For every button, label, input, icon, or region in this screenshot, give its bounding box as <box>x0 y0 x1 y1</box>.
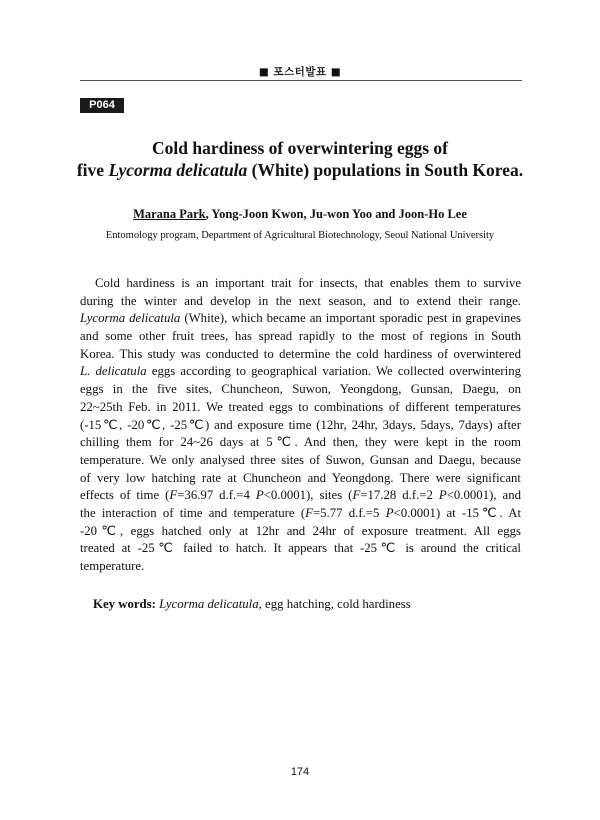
abstract-text: (White), which became an important sporadic pest in grapevines <box>180 311 521 326</box>
species-name: Lycorma delicatula <box>80 311 181 326</box>
abstract-line: -20℃, eggs hatched only at 12hr and 24hr of exposure treatment. All eggs <box>80 523 521 538</box>
affiliation: Entomology program, Department of Agricultural Biotechnology, Seoul National University <box>105 230 495 241</box>
stat-symbol: P <box>255 488 264 503</box>
stat-symbol: F <box>352 488 361 503</box>
abstract-line: 22~25th Feb. in 2011. We treated eggs to combinations of different temperatures <box>80 399 521 414</box>
species-abbrev: L. delicatula <box>80 364 147 379</box>
header-rule <box>80 80 522 81</box>
abstract-text: =36.97 d.f.=4 <box>177 488 256 503</box>
keywords-label: Key words: <box>93 597 156 611</box>
abstract-line: treated at -25℃ failed to hatch. It appears that -25℃ is around the critical <box>80 541 521 556</box>
abstract-line: Korea. This study was conducted to determine the cold hardiness of overwintered <box>80 346 521 361</box>
abstract-line: and some other fruit trees, has spread rapidly to the most of regions in South <box>80 329 521 344</box>
title-line-1: Cold hardiness of overwintering eggs of <box>151 138 449 158</box>
abstract-text: <0.0001), sites ( <box>263 488 353 503</box>
stat-symbol: F <box>305 505 313 520</box>
presenting-author: Marana Park <box>133 207 206 221</box>
title-suffix: (White) populations in South Korea. <box>247 160 524 180</box>
abstract-line <box>80 487 521 505</box>
poster-code-badge: P064 <box>80 98 124 113</box>
page-number: 174 <box>290 766 310 778</box>
abstract-text: the interaction of time and temperature ( <box>80 505 306 520</box>
title-line-2 <box>60 159 540 181</box>
title-prefix: five <box>76 160 109 180</box>
abstract-text: effects of time ( <box>80 488 170 503</box>
abstract-line: temperature. We only analysed three sites of Suwon, Gunsan and Daegu, because <box>80 452 521 467</box>
title-species: Lycorma delicatula <box>108 160 248 180</box>
abstract-text: eggs according to geographical variation. We collected overwintering <box>146 364 521 379</box>
section-header: ■ 포스터발표 ■ <box>258 66 342 78</box>
keyword-species: Lycorma delicatula <box>159 597 259 611</box>
abstract-text: =17.28 d.f.=2 <box>360 488 439 503</box>
abstract-line: temperature. <box>80 559 145 573</box>
co-authors: , Yong-Joon Kwon, Ju-won Yoo and Joon-Ho Lee <box>205 207 467 221</box>
stat-symbol: F <box>169 488 178 503</box>
abstract-line <box>80 505 521 523</box>
stat-symbol: P <box>438 488 447 503</box>
abstract-line <box>80 363 521 381</box>
abstract-line <box>80 310 521 328</box>
author-list <box>60 207 540 222</box>
abstract-line: during the winter and develop in the next season, and to extend their range. <box>80 293 521 308</box>
keywords <box>93 597 411 612</box>
keywords-rest: , egg hatching, cold hardiness <box>258 597 411 611</box>
abstract-line: Cold hardiness is an important trait for insects, that enables them to survive <box>95 276 521 290</box>
abstract-line: of very low hatching rate at Chuncheon and Yeongdong. There were significant <box>80 470 521 485</box>
abstract-line: (-15℃, -20℃, -25℃) and exposure time (12hr, 24hr, 3days, 5days, 7days) after <box>80 417 521 432</box>
stat-symbol: P <box>385 505 394 520</box>
abstract-text: =5.77 d.f.=5 <box>312 505 386 520</box>
abstract-text: <0.0001), and <box>446 488 521 503</box>
abstract-body <box>80 275 521 576</box>
paper-title <box>60 137 540 181</box>
abstract-text: <0.0001) at -15℃. At <box>393 505 521 520</box>
abstract-line: eggs in the five sites, Chuncheon, Suwon, Yeongdong, Gunsan, Daegu, on <box>80 382 521 397</box>
abstract-line: chilling them for 24~26 days at 5℃. And then, they were kept in the room <box>80 435 521 450</box>
